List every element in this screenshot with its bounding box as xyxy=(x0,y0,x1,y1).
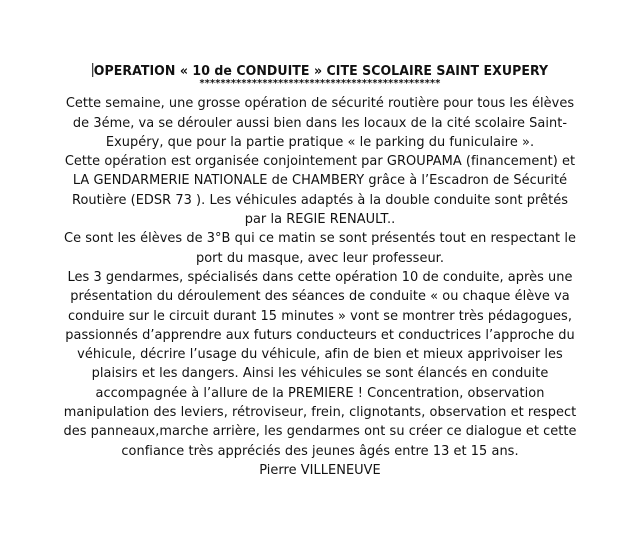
paragraph-gendarmes: Les 3 gendarmes, spécialisés dans cette opération 10 de conduite, après une présentation du déroulement des séances de conduite « ou chaque élève va conduire sur le circuit durant 15 minutes » vont se montrer très pédagogues, passionnés d’apprendre aux futurs conducteurs et conductrices l’approche du véhicule, décrire l’usage du véhicule, afin de bien et mieux apprivoiser les plaisirs et les dangers. Ainsi les véhicules se sont élancés en conduite accompagnée à l’allure de la PREMIERE ! Concentration, observation manipulation des leviers, rétroviseur, frein, clignotants, observation et respect des panneaux,marche arrière, les gendarmes ont su créer ce dialogue et cette confiance très appréciés des jeunes âgés entre 13 et 15 ans. xyxy=(63,269,577,459)
paragraph-students: Ce sont les élèves de 3°B qui ce matin se sont présentés tout en respectant le port du masque, avec leur professeur. xyxy=(64,231,576,266)
paragraph-intro: Cette semaine, une grosse opération de sécurité routière pour tous les élèves de 3éme, va se dérouler aussi bien dans les locaux de la cité scolaire Saint-Exupéry, que pour la partie pratique « le parking du funiculaire ». xyxy=(65,96,575,150)
text-cursor xyxy=(92,63,93,77)
paragraph-organisation: Cette opération est organisée conjointement par GROUPAMA (financement) et LA GENDARMERIE NATIONALE de CHAMBERY grâce à l’Escadron de Sécurité Routière (EDSR 73 ). Les véhicules adaptés à la double conduite sont prêtés par la REGIE RENAULT.. xyxy=(64,154,576,228)
document-page xyxy=(59,62,580,480)
document-title-text: OPERATION « 10 de CONDUITE » CITE SCOLAIRE SAINT EXUPERY xyxy=(93,64,549,79)
signature: Pierre VILLENEUVE xyxy=(259,462,381,478)
title-underline-stars: ********************************************** xyxy=(199,78,441,90)
